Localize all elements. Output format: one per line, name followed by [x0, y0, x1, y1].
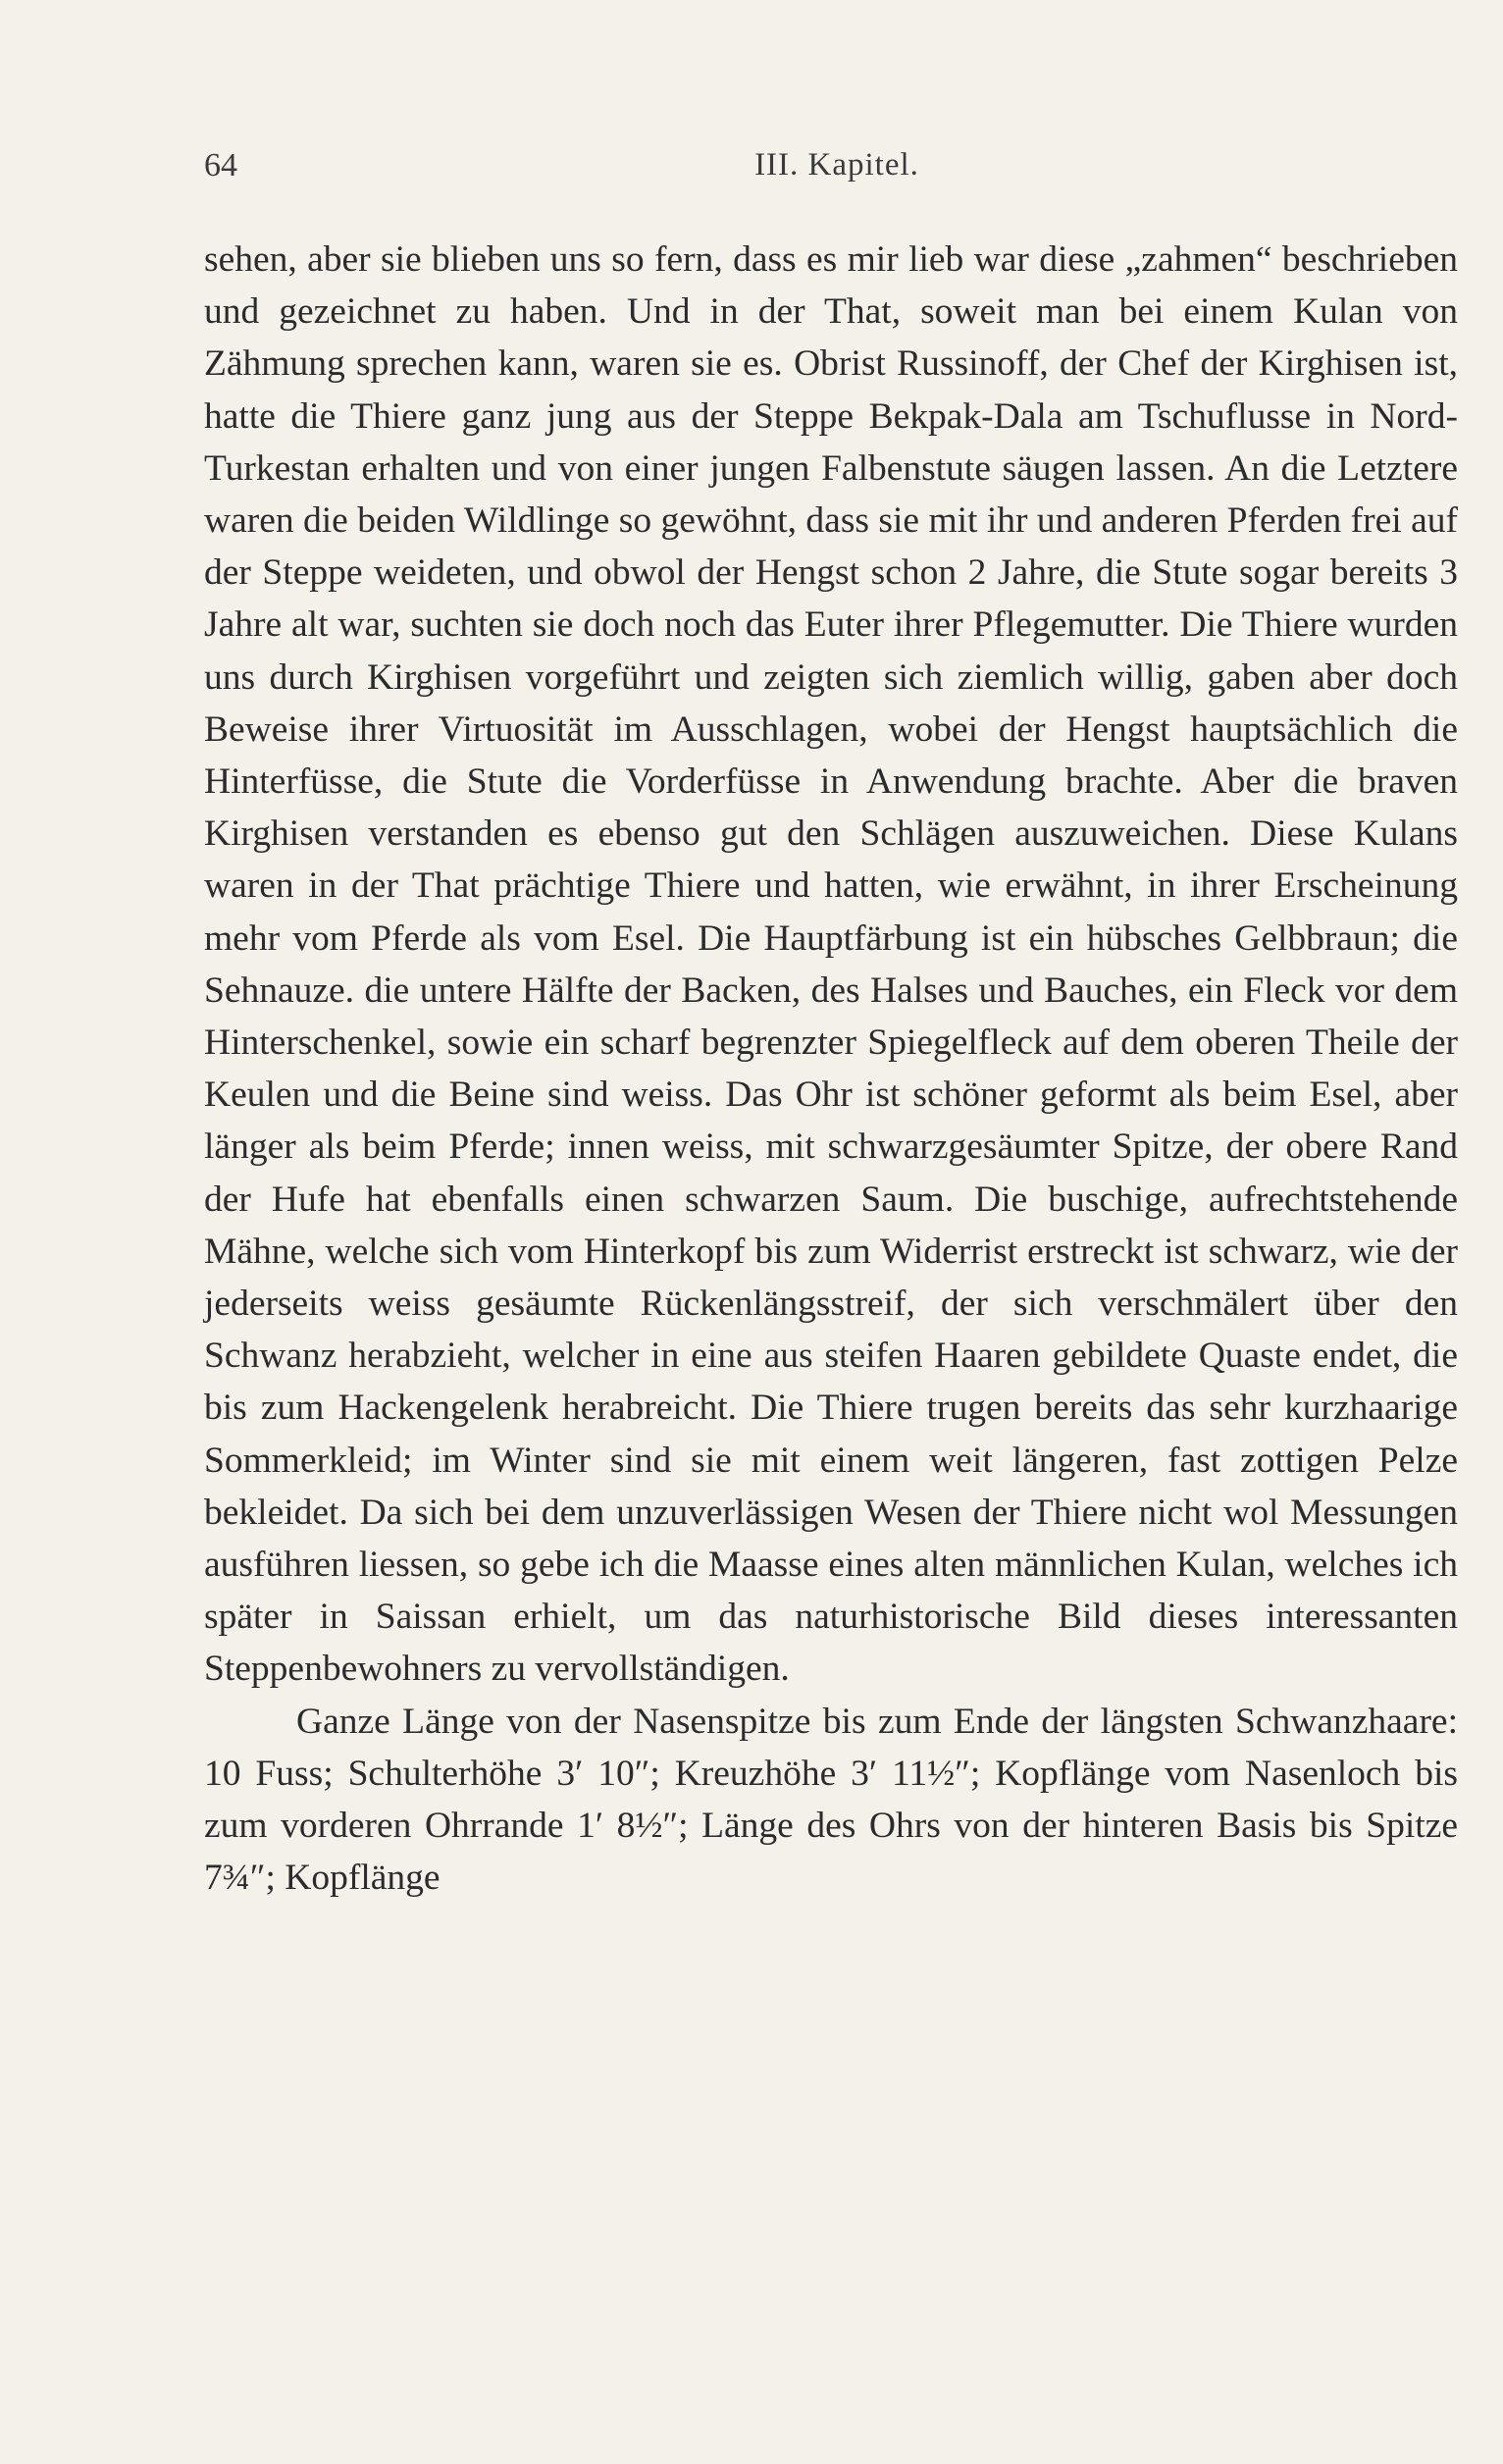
running-head [204, 147, 1470, 196]
paragraph: Ganze Länge von der Nasenspitze bis zum Ende der längsten Schwanzhaare: 10 Fuss; Schulterhöhe 3′ 10″; Kreuzhöhe 3′ 11½″; Kopflänge vom Nasenloch bis zum vorderen Ohrrande 1′ 8½″; Länge des Ohrs von der hinteren Basis bis Spitze 7¾″; Kopflänge [204, 1701, 1458, 1899]
page-number: 64 [204, 147, 237, 183]
paragraph: sehen, aber sie blieben uns so fern, dass es mir lieb war diese „zahmen“ beschrieben und gezeichnet zu haben. Und in der That, soweit man bei einem Kulan von Zähmung sprechen kann, waren sie es. Obrist Russinoff, der Chef der Kirghisen ist, hatte die Thiere ganz jung aus der Steppe Bekpak-Dala am Tschuflusse in Nord-Turkestan erhalten und von einer jungen Falbenstute säugen lassen. An die Letztere waren die beiden Wildlinge so gewöhnt, dass sie mit ihr und anderen Pferden frei auf der Steppe weideten, und obwol der Hengst schon 2 Jahre, die Stute sogar bereits 3 Jahre alt war, suchten sie doch noch das Euter ihrer Pflegemutter. Die Thiere wurden uns durch Kirghisen vorgeführt und zeigten sich ziemlich willig, gaben aber doch Beweise ihrer Virtuosität im Ausschlagen, wobei der Hengst hauptsächlich die Hinterfüsse, die Stute die Vorderfüsse in Anwendung brachte. Aber die braven Kirghisen verstanden es ebenso gut den Schlägen auszuweichen. Diese Kulans waren in der That prächtige Thiere und hatten, wie erwähnt, in ihrer Erscheinung mehr vom Pferde als vom Esel. Die Hauptfärbung ist ein hübsches Gelbbraun; die Sehnauze. die untere Hälfte der Backen, des Halses und Bauches, ein Fleck vor dem Hinterschenkel, sowie ein scharf begrenzter Spiegelfleck auf dem oberen Theile der Keulen und die Beine sind weiss. Das Ohr ist schöner geformt als beim Esel, aber länger als beim Pferde; innen weiss, mit schwarzgesäumter Spitze, der obere Rand der Hufe hat ebenfalls einen schwarzen Saum. Die buschige, aufrechtstehende Mähne, welche sich vom Hinterkopf bis zum Widerrist erstreckt ist schwarz, wie der jederseits weiss gesäumte Rückenlängsstreif, der sich verschmälert über den Schwanz herabzieht, welcher in eine aus steifen Haaren gebildete Quaste endet, die bis zum Hackengelenk herabreicht. Die Thiere trugen bereits das sehr kurzhaarige Sommerkleid; im Winter sind sie mit einem weit längeren, fast zottigen Pelze bekleidet. Da sich bei dem unzuverlässigen Wesen der Thiere nicht wol Messungen ausführen liessen, so gebe ich die Maasse eines alten männlichen Kulan, welches ich später in Saissan erhielt, um das naturhistorische Bild dieses interessanten Steppenbewohners zu vervollständigen. [204, 239, 1458, 1690]
body-text [204, 234, 1458, 1905]
chapter-title: III. Kapitel. [754, 147, 919, 183]
